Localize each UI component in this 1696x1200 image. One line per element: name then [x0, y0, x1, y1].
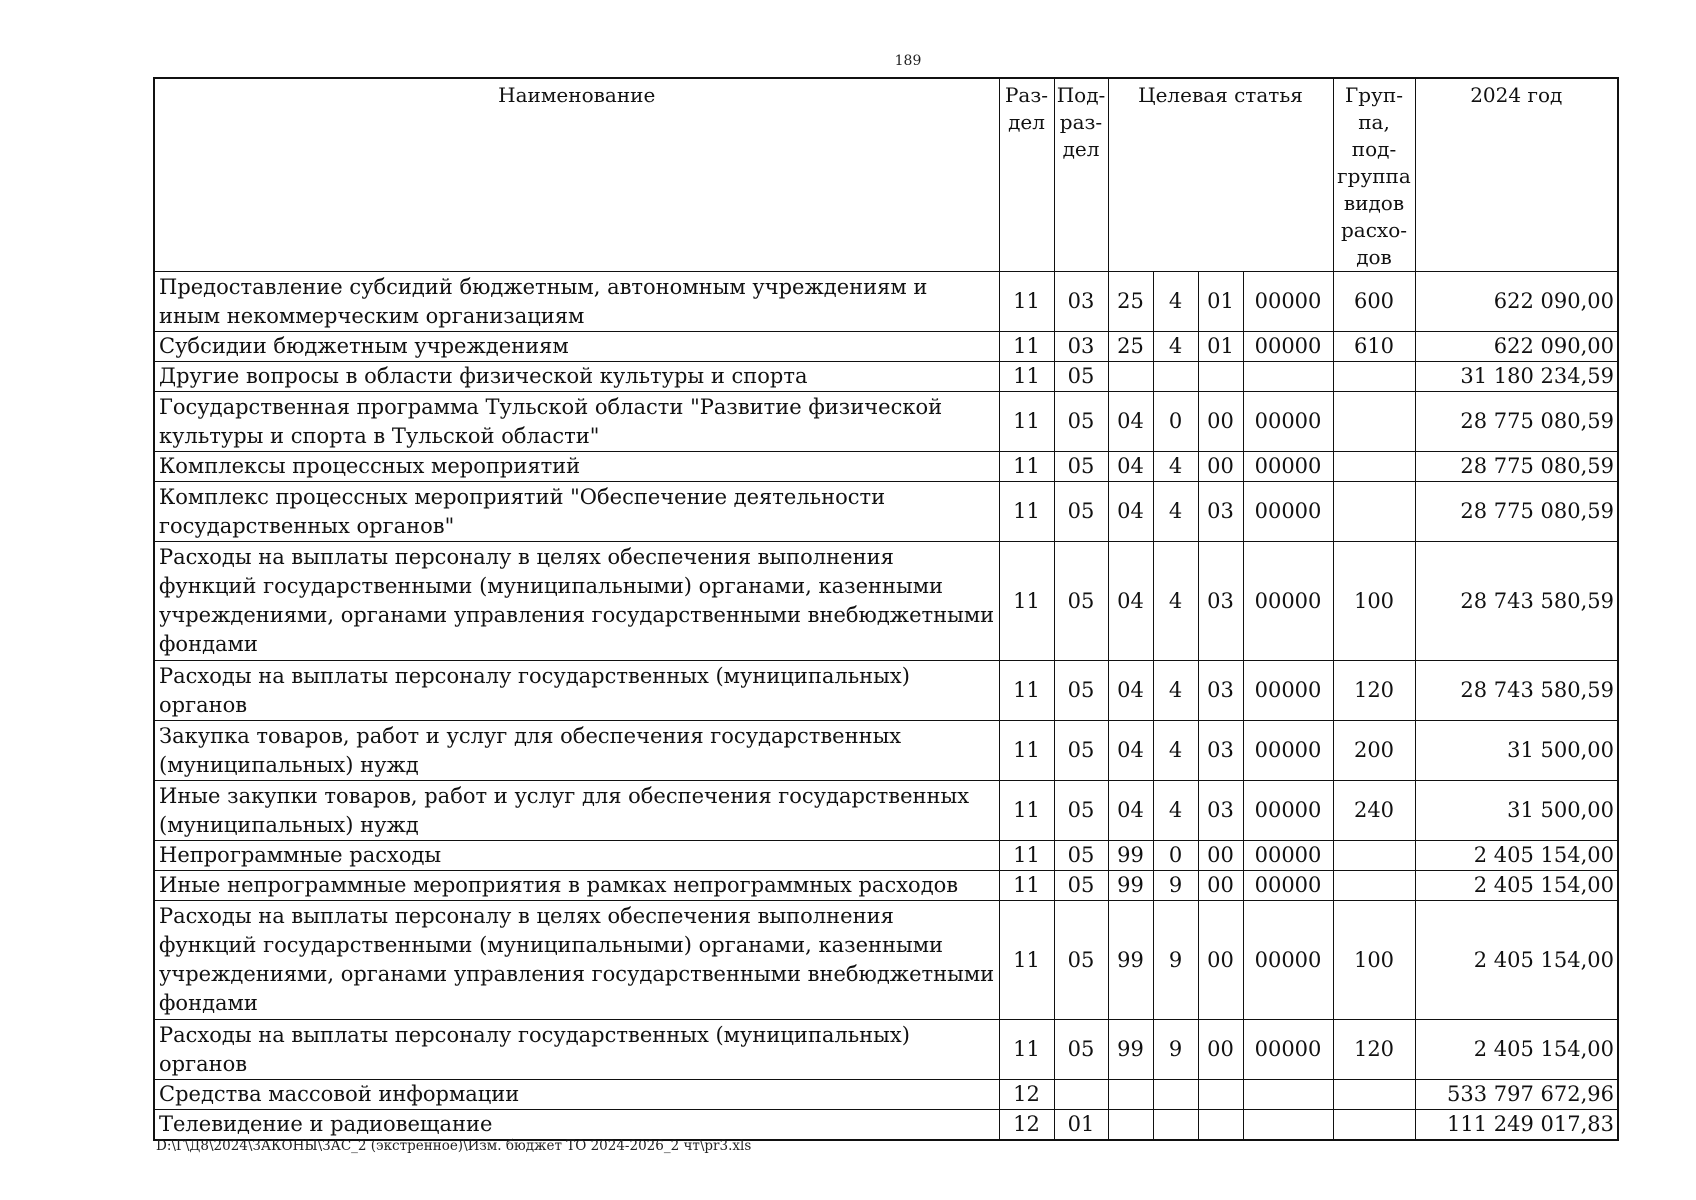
amount-cell: 622 090,00 [1415, 272, 1618, 332]
name-cell: Средства массовой информации [154, 1080, 999, 1110]
target-article-cell: 00 [1198, 452, 1243, 482]
expense-group-cell [1333, 362, 1415, 392]
expense-group-cell [1333, 1080, 1415, 1110]
table-row [154, 781, 1618, 841]
expense-group-cell: 600 [1333, 272, 1415, 332]
target-article-cell: 9 [1153, 901, 1198, 1020]
amount-cell: 31 500,00 [1415, 721, 1618, 781]
amount-cell: 28 775 080,59 [1415, 482, 1618, 542]
target-article-cell: 01 [1198, 332, 1243, 362]
target-article-cell: 00 [1198, 392, 1243, 452]
subsection-cell: 03 [1054, 272, 1108, 332]
target-article-cell: 00000 [1243, 332, 1333, 362]
target-article-cell: 9 [1153, 1020, 1198, 1080]
table-body [154, 272, 1618, 1141]
amount-cell: 2 405 154,00 [1415, 901, 1618, 1020]
table-row [154, 1110, 1618, 1141]
target-article-cell [1108, 362, 1153, 392]
table-row [154, 542, 1618, 661]
page-number: 189 [894, 53, 922, 69]
target-article-cell: 00 [1198, 1020, 1243, 1080]
target-article-cell: 00000 [1243, 272, 1333, 332]
amount-cell: 28 743 580,59 [1415, 542, 1618, 661]
section-cell: 12 [999, 1080, 1054, 1110]
target-article-cell [1198, 362, 1243, 392]
target-article-cell: 00000 [1243, 661, 1333, 721]
target-article-cell: 03 [1198, 661, 1243, 721]
subsection-cell: 05 [1054, 482, 1108, 542]
target-article-cell: 99 [1108, 841, 1153, 871]
target-article-cell [1153, 1110, 1198, 1141]
amount-cell: 2 405 154,00 [1415, 871, 1618, 901]
target-article-cell: 00000 [1243, 452, 1333, 482]
table-row [154, 721, 1618, 781]
target-article-cell: 03 [1198, 482, 1243, 542]
expense-group-cell [1333, 452, 1415, 482]
subsection-cell: 05 [1054, 392, 1108, 452]
target-article-cell: 03 [1198, 781, 1243, 841]
section-cell: 11 [999, 1020, 1054, 1080]
target-article-cell [1153, 1080, 1198, 1110]
section-cell: 11 [999, 901, 1054, 1020]
header-name: Наименование [154, 78, 999, 272]
table-row [154, 871, 1618, 901]
target-article-cell: 4 [1153, 721, 1198, 781]
section-cell: 11 [999, 272, 1054, 332]
target-article-cell: 01 [1198, 272, 1243, 332]
name-cell: Другие вопросы в области физической культуры и спорта [154, 362, 999, 392]
target-article-cell: 00000 [1243, 871, 1333, 901]
target-article-cell [1243, 1080, 1333, 1110]
subsection-cell [1054, 1080, 1108, 1110]
target-article-cell: 04 [1108, 661, 1153, 721]
target-article-cell: 4 [1153, 661, 1198, 721]
expense-group-cell: 120 [1333, 1020, 1415, 1080]
target-article-cell: 0 [1153, 392, 1198, 452]
subsection-cell: 05 [1054, 452, 1108, 482]
subsection-cell: 05 [1054, 871, 1108, 901]
subsection-cell: 05 [1054, 781, 1108, 841]
table-row [154, 661, 1618, 721]
section-cell: 11 [999, 482, 1054, 542]
name-cell: Комплекс процессных мероприятий "Обеспечение деятельности государственных органов" [154, 482, 999, 542]
target-article-cell [1198, 1080, 1243, 1110]
amount-cell: 31 500,00 [1415, 781, 1618, 841]
name-cell: Расходы на выплаты персоналу государственных (муниципальных) органов [154, 661, 999, 721]
target-article-cell: 99 [1108, 1020, 1153, 1080]
target-article-cell: 4 [1153, 332, 1198, 362]
section-cell: 11 [999, 781, 1054, 841]
amount-cell: 28 775 080,59 [1415, 392, 1618, 452]
expense-group-cell: 100 [1333, 901, 1415, 1020]
target-article-cell: 00000 [1243, 901, 1333, 1020]
table-row [154, 392, 1618, 452]
section-cell: 11 [999, 452, 1054, 482]
expense-group-cell [1333, 482, 1415, 542]
subsection-cell: 05 [1054, 542, 1108, 661]
subsection-cell: 05 [1054, 1020, 1108, 1080]
amount-cell: 2 405 154,00 [1415, 841, 1618, 871]
expense-group-cell [1333, 841, 1415, 871]
target-article-cell: 03 [1198, 542, 1243, 661]
section-cell: 11 [999, 721, 1054, 781]
name-cell: Комплексы процессных мероприятий [154, 452, 999, 482]
target-article-cell: 25 [1108, 272, 1153, 332]
table-row [154, 452, 1618, 482]
header-section: Раз- дел [999, 78, 1054, 272]
expense-group-cell [1333, 1110, 1415, 1141]
subsection-cell: 05 [1054, 362, 1108, 392]
section-cell: 11 [999, 871, 1054, 901]
section-cell: 11 [999, 332, 1054, 362]
target-article-cell: 04 [1108, 721, 1153, 781]
target-article-cell [1243, 1110, 1333, 1141]
target-article-cell [1153, 362, 1198, 392]
amount-cell: 111 249 017,83 [1415, 1110, 1618, 1141]
section-cell: 11 [999, 392, 1054, 452]
target-article-cell: 04 [1108, 392, 1153, 452]
subsection-cell: 05 [1054, 841, 1108, 871]
target-article-cell: 25 [1108, 332, 1153, 362]
subsection-cell: 05 [1054, 901, 1108, 1020]
section-cell: 11 [999, 841, 1054, 871]
target-article-cell: 00 [1198, 841, 1243, 871]
file-path-footer: D:\Г\Д8\2024\ЗАКОНЫ\ЗАС_2 (экстренное)\Изм. бюджет ТО 2024-2026_2 чт\pr3.xls [156, 1138, 752, 1154]
target-article-cell: 00000 [1243, 482, 1333, 542]
subsection-cell: 05 [1054, 721, 1108, 781]
target-article-cell: 4 [1153, 781, 1198, 841]
table-header-row [154, 78, 1618, 272]
section-cell: 11 [999, 661, 1054, 721]
target-article-cell: 00000 [1243, 841, 1333, 871]
expense-group-cell [1333, 871, 1415, 901]
expense-group-cell: 120 [1333, 661, 1415, 721]
target-article-cell: 00000 [1243, 781, 1333, 841]
table-row [154, 482, 1618, 542]
expense-group-cell: 200 [1333, 721, 1415, 781]
target-article-cell: 04 [1108, 452, 1153, 482]
name-cell: Телевидение и радиовещание [154, 1110, 999, 1141]
target-article-cell: 00000 [1243, 1020, 1333, 1080]
target-article-cell: 0 [1153, 841, 1198, 871]
target-article-cell: 99 [1108, 871, 1153, 901]
budget-table [153, 77, 1619, 1141]
section-cell: 12 [999, 1110, 1054, 1141]
target-article-cell: 00000 [1243, 721, 1333, 781]
target-article-cell: 4 [1153, 542, 1198, 661]
header-year: 2024 год [1415, 78, 1618, 272]
expense-group-cell: 100 [1333, 542, 1415, 661]
header-subsection: Под- раз- дел [1054, 78, 1108, 272]
target-article-cell: 00 [1198, 901, 1243, 1020]
name-cell: Иные непрограммные мероприятия в рамках непрограммных расходов [154, 871, 999, 901]
name-cell: Предоставление субсидий бюджетным, автономным учреждениям и иным некоммерческим организациям [154, 272, 999, 332]
name-cell: Расходы на выплаты персоналу государственных (муниципальных) органов [154, 1020, 999, 1080]
target-article-cell: 00000 [1243, 392, 1333, 452]
amount-cell: 31 180 234,59 [1415, 362, 1618, 392]
table-row [154, 1080, 1618, 1110]
subsection-cell: 05 [1054, 661, 1108, 721]
name-cell: Иные закупки товаров, работ и услуг для обеспечения государственных (муниципальных) нужд [154, 781, 999, 841]
target-article-cell: 99 [1108, 901, 1153, 1020]
table-row [154, 332, 1618, 362]
target-article-cell: 03 [1198, 721, 1243, 781]
target-article-cell: 04 [1108, 482, 1153, 542]
section-cell: 11 [999, 362, 1054, 392]
amount-cell: 533 797 672,96 [1415, 1080, 1618, 1110]
target-article-cell [1198, 1110, 1243, 1141]
target-article-cell [1108, 1110, 1153, 1141]
target-article-cell: 04 [1108, 542, 1153, 661]
table-row [154, 1020, 1618, 1080]
name-cell: Расходы на выплаты персоналу в целях обеспечения выполнения функций государственными (муниципальными) органами, казенными учреждениями, органами управления государственными внебюджетными фондами [154, 901, 999, 1020]
name-cell: Государственная программа Тульской области "Развитие физической культуры и спорта в Тульской области" [154, 392, 999, 452]
table-row [154, 272, 1618, 332]
name-cell: Непрограммные расходы [154, 841, 999, 871]
header-expense-group: Груп- па, под- группа видов расхо- дов [1333, 78, 1415, 272]
name-cell: Субсидии бюджетным учреждениям [154, 332, 999, 362]
subsection-cell: 01 [1054, 1110, 1108, 1141]
table-row [154, 901, 1618, 1020]
subsection-cell: 03 [1054, 332, 1108, 362]
target-article-cell: 00000 [1243, 542, 1333, 661]
target-article-cell: 00 [1198, 871, 1243, 901]
target-article-cell: 9 [1153, 871, 1198, 901]
expense-group-cell [1333, 392, 1415, 452]
target-article-cell: 4 [1153, 482, 1198, 542]
table-row [154, 841, 1618, 871]
target-article-cell: 4 [1153, 452, 1198, 482]
expense-group-cell: 610 [1333, 332, 1415, 362]
target-article-cell [1243, 362, 1333, 392]
name-cell: Расходы на выплаты персоналу в целях обеспечения выполнения функций государственными (муниципальными) органами, казенными учреждениями, органами управления государственными внебюджетными фондами [154, 542, 999, 661]
target-article-cell: 4 [1153, 272, 1198, 332]
expense-group-cell: 240 [1333, 781, 1415, 841]
section-cell: 11 [999, 542, 1054, 661]
amount-cell: 2 405 154,00 [1415, 1020, 1618, 1080]
table-row [154, 362, 1618, 392]
amount-cell: 622 090,00 [1415, 332, 1618, 362]
name-cell: Закупка товаров, работ и услуг для обеспечения государственных (муниципальных) нужд [154, 721, 999, 781]
amount-cell: 28 743 580,59 [1415, 661, 1618, 721]
target-article-cell [1108, 1080, 1153, 1110]
header-target-article: Целевая статья [1108, 78, 1333, 272]
target-article-cell: 04 [1108, 781, 1153, 841]
amount-cell: 28 775 080,59 [1415, 452, 1618, 482]
